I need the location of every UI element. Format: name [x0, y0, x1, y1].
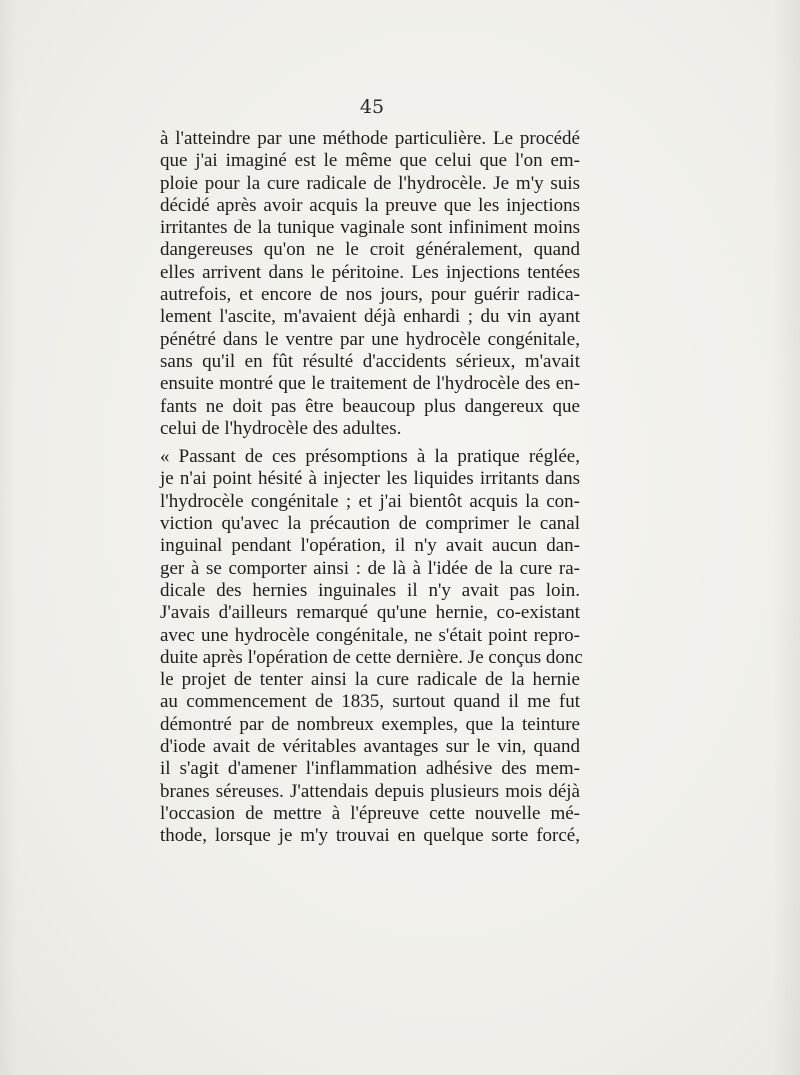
text-line: thode, lorsque je m'y trouvai en quelque sorte forcé,: [160, 825, 580, 847]
text-line: avec une hydrocèle congénitale, ne s'était point repro-: [160, 624, 580, 646]
text-line: au commencement de 1835, surtout quand il me fut: [160, 691, 580, 713]
text-line: J'avais d'ailleurs remarqué qu'une hernie, co-existant: [160, 602, 580, 624]
page-edge-shadow: [772, 0, 800, 1075]
text-line: que j'ai imaginé est le même que celui que l'on em-: [160, 150, 580, 172]
text-line: fants ne doit pas être beaucoup plus dangereux que: [160, 395, 580, 417]
text-line: autrefois, et encore de nos jours, pour guérir radica-: [160, 284, 580, 306]
text-line: pénétré dans le ventre par une hydrocèle congénitale,: [160, 328, 580, 350]
paragraph-2: [160, 446, 583, 847]
text-line: ploie pour la cure radicale de l'hydrocèle. Je m'y suis: [160, 172, 580, 194]
text-line: « Passant de ces présomptions à la pratique réglée,: [160, 446, 580, 468]
text-line: inguinal pendant l'opération, il n'y avait aucun dan-: [160, 535, 580, 557]
text-line: branes séreuses. J'attendais depuis plusieurs mois déjà: [160, 780, 580, 802]
text-line: elles arrivent dans le péritoine. Les injections tentées: [160, 261, 580, 283]
text-line: démontré par de nombreux exemples, que la teinture: [160, 713, 580, 735]
text-line: je n'ai point hésité à injecter les liquides irritants dans: [160, 468, 580, 490]
text-line: viction qu'avec la précaution de comprimer le canal: [160, 513, 580, 535]
body-text: [160, 128, 583, 848]
text-line: à l'atteindre par une méthode particulière. Le procédé: [160, 128, 580, 149]
text-line: lement l'ascite, m'avaient déjà enhardi ; du vin ayant: [160, 306, 580, 328]
text-line: ger à se comporter ainsi : de là à l'idée de la cure ra-: [160, 557, 580, 579]
text-line: irritantes de la tunique vaginale sont infiniment moins: [160, 217, 580, 239]
page-number: 45: [359, 96, 385, 118]
text-line: ensuite montré que le traitement de l'hydrocèle des en-: [160, 373, 580, 395]
page-gutter-shadow: [0, 0, 18, 1075]
text-line: celui de l'hydrocèle des adultes.: [160, 417, 402, 439]
text-line: d'iode avait de véritables avantages sur le vin, quand: [160, 736, 580, 758]
text-line: duite après l'opération de cette dernière. Je conçus donc: [160, 646, 583, 668]
text-line: décidé après avoir acquis la preuve que les injections: [160, 194, 580, 216]
text-line: dicale des hernies inguinales il n'y avait pas loin.: [160, 579, 580, 601]
text-line: le projet de tenter ainsi la cure radicale de la hernie: [160, 669, 580, 691]
paragraph-1: [160, 128, 580, 440]
text-line: l'hydrocèle congénitale ; et j'ai bientôt acquis la con-: [160, 490, 580, 512]
text-line: l'occasion de mettre à l'épreuve cette nouvelle mé-: [160, 802, 580, 824]
text-line: dangereuses qu'on ne le croit généralement, quand: [160, 239, 580, 261]
text-line: sans qu'il en fût résulté d'accidents sérieux, m'avait: [160, 350, 580, 372]
text-line: il s'agit d'amener l'inflammation adhésive des mem-: [160, 758, 580, 780]
